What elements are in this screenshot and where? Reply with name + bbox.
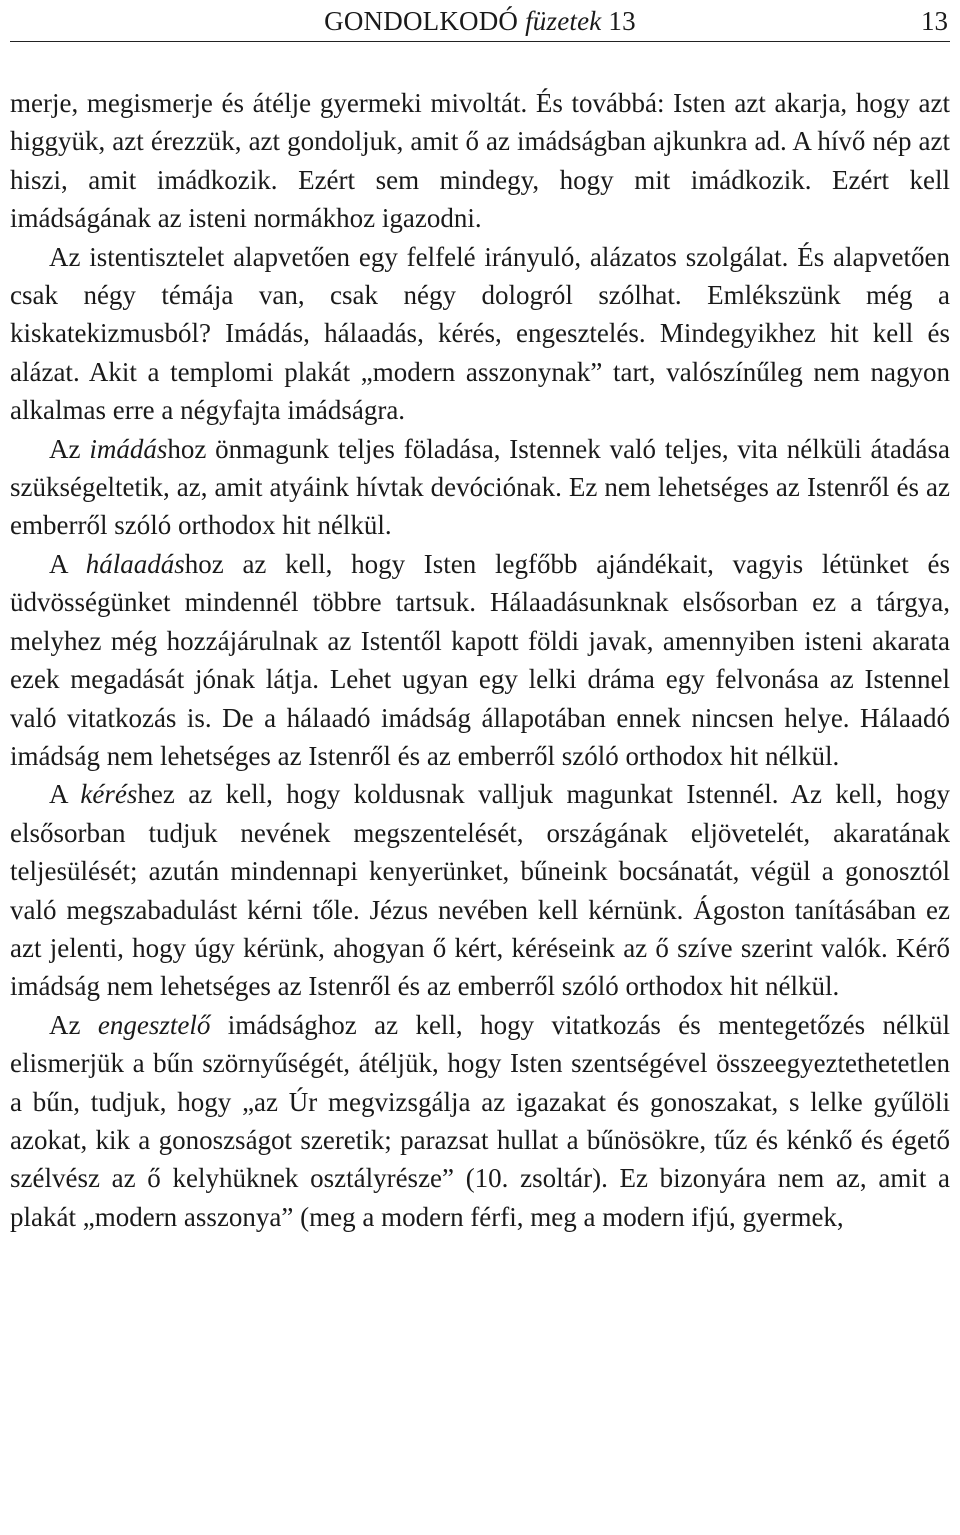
text-run: imádsághoz az kell, hogy vitatkozás és mentegetőzés nélkül elismerjük a bűn szörnyűségét, átéljük, hogy Isten szentségével összeegyeztethetetlen a bűn, tudjuk, hogy „az Úr megvizsgálja az igazakat és gonoszakat, s lelke gyűlöli azokat, kik a gonoszságot szeretik; parazsat hullat a bűnösökre, tűz és kénkő és égető szélvész az ő kelyhüknek osztályrésze” (10. zsoltár). Ez bizonyára nem az, amit a plakát „modern asszonya” (meg a modern férfi, meg a modern ifjú, gyermek, — [10, 1009, 950, 1232]
emphasized-term: hálaadás — [85, 548, 185, 579]
emphasized-term: imádás — [89, 433, 168, 464]
text-run: A — [49, 548, 86, 579]
publication-title: GONDOLKODÓ — [324, 6, 519, 36]
text-run: Az — [49, 1009, 98, 1040]
header-title-line — [10, 4, 950, 38]
paragraph — [10, 545, 950, 775]
body-text — [10, 84, 950, 1236]
text-run: hez az kell, hogy koldusnak valljuk magunkat Istennél. Az kell, hogy elsősorban tudjuk nevének megszentelését, országának eljövetelét, akaratának teljesülését; azután mindennapi kenyerünket, bűneink bocsánatát, végül a gonosztól való megszabadulást kérni tőle. Jézus nevében kell kérnünk. Ágoston tanításában ez azt jelenti, hogy úgy kérünk, ahogyan ő kért, kéréseink az ő szíve szerint valók. Kérő imádság nem lehetséges az Istenről és az emberről szóló orthodox hit nélkül. — [10, 779, 950, 1002]
emphasized-term: kérés — [80, 779, 138, 810]
text-run: hoz az kell, hogy Isten legfőbb ajándékait, vagyis létünket és üdvösségünket mindennél többre tartsuk. Hálaadásunknak elsősorban ez a tárgya, melyhez még hozzájárulnak az Istentől kapott földi javak, amennyiben isteni akarata ezek megadását jónak látja. Lehet ugyan egy lelki dráma egy felvonása az Istennel való vitatkozás is. De a hálaadó imádság állapotában ennek nincsen helye. Hálaadó imádság nem lehetséges az Istenről és az emberről szóló orthodox hit nélkül. — [10, 548, 950, 771]
paragraph — [10, 430, 950, 545]
page-number: 13 — [921, 6, 948, 36]
paragraph — [10, 238, 950, 430]
running-header — [10, 4, 950, 38]
text-run: hoz önmagunk teljes föladása, Istennek való teljes, vita nélküli átadása szükségeltetik, az, amit atyáink hívtak devóciónak. Ez nem lehetséges az Istenről és az emberről szóló orthodox hit nélkül. — [10, 433, 950, 541]
publication-series: füzetek — [525, 6, 602, 36]
text-run: Az — [49, 433, 90, 464]
emphasized-term: engesztelő — [97, 1009, 211, 1040]
text-run: Az istentisztelet alapvetően egy felfelé irányuló, alázatos szolgálat. És alapvetően csak négy témája van, csak négy dologról szólhat. Emlékszünk még a kiskatekizmusból? Imádás, hálaadás, kérés, engesztelés. Mindegyikhez hit kell és alázat. Akit a templomi plakát „modern asszonynak” tart, valószínűleg nem nagyon alkalmas erre a négyfajta imádságra. — [10, 241, 950, 426]
text-run: merje, megismerje és átélje gyermeki mivoltát. És továbbá: Isten azt akarja, hogy azt higgyük, azt érezzük, azt gondoljuk, amit ő az imádságban ajkunkra ad. A hívő nép azt hiszi, amit imádkozik. Ezért sem mindegy, hogy mit imádkozik. Ezért kell imádságának az isteni normákhoz igazodni. — [10, 88, 950, 234]
paragraph — [10, 1006, 950, 1236]
header-rule — [10, 41, 950, 42]
paragraph — [10, 775, 950, 1005]
issue-number: 13 — [608, 6, 636, 36]
paragraph — [10, 84, 950, 238]
text-run: A — [49, 779, 81, 810]
